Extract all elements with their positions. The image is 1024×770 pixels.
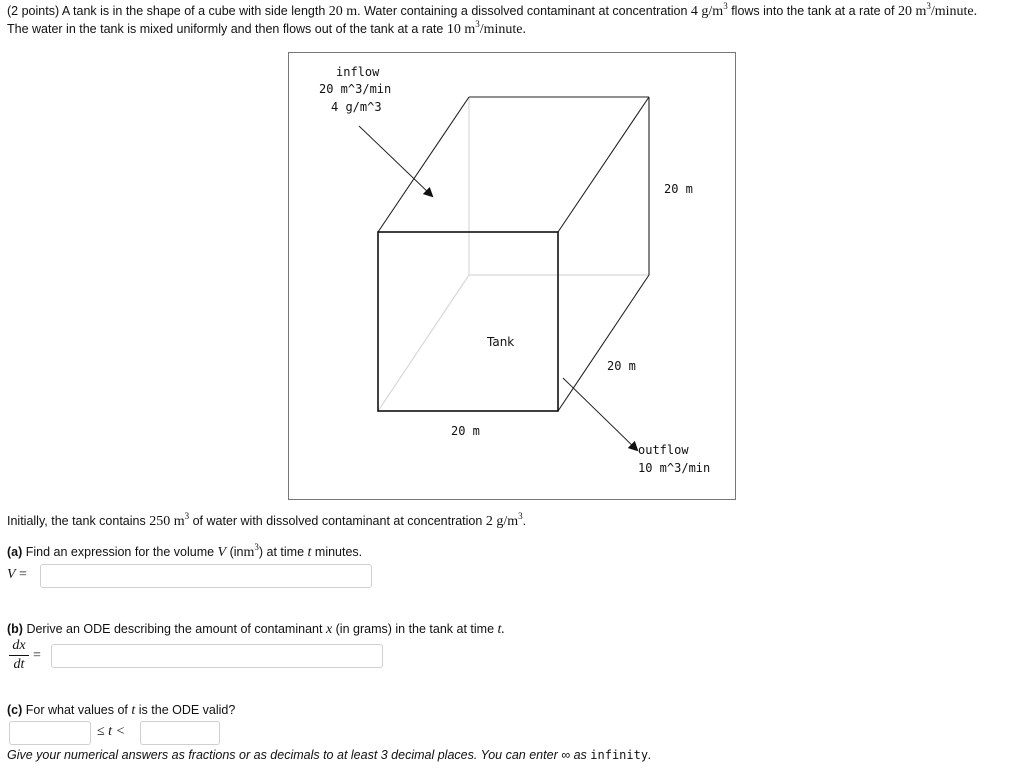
part-b-prompt: (b) Derive an ODE describing the amount of contaminant x (in grams) in the tank at time t. — [7, 622, 505, 637]
dx-dt-fraction: dx dt — [9, 638, 29, 673]
ode-answer-input[interactable] — [51, 644, 383, 668]
part-a-lhs: V = — [7, 567, 27, 582]
t-upper-bound-input[interactable] — [140, 721, 220, 745]
outflow-arrow — [563, 378, 637, 450]
cube-front-face — [378, 232, 558, 411]
problem-statement-line1: (2 points) A tank is in the shape of a cube with side length 20 m. Water containing a dissolved contaminant at concentration 4 $g/m^3$ flows into the tank at a rate of 20 $m^3$/minute. — [7, 1, 978, 19]
t-lower-bound-input[interactable] — [9, 721, 91, 745]
initial-condition: Initially, the tank contains 250 $m^3$ of water with dissolved contaminant at concentration 2 $g/m^3$. — [7, 511, 527, 529]
outflow-label: outflow — [638, 443, 689, 457]
infinity-keyword: infinity — [590, 748, 649, 762]
tank-diagram — [288, 52, 736, 500]
inflow-conc-label: 4 g/m^3 — [331, 100, 382, 114]
part-b-equals: = — [33, 648, 41, 663]
inflow-arrow — [359, 126, 432, 196]
side-label-bottom: 20 m — [451, 424, 480, 438]
inflow-rate-label: 20 m^3/min — [319, 82, 392, 96]
side-label-right: 20 m — [607, 359, 636, 373]
side-label-top-right: 20 m — [664, 182, 693, 196]
inequality-text: ≤ t < — [97, 724, 126, 739]
points-label: (2 points) — [7, 4, 60, 18]
volume-answer-input[interactable] — [40, 564, 372, 588]
problem-statement-line2: The water in the tank is mixed uniformly and then flows out of the tank at a rate 10 $m^3$/minute. — [7, 19, 526, 37]
part-c-prompt: (c) For what values of t is the ODE valid? — [7, 703, 236, 718]
footer-instructions: Give your numerical answers as fractions or as decimals to at least 3 decimal places. You can enter ∞ as infinity. — [7, 748, 652, 762]
part-a-prompt: (a) Find an expression for the volume V (inm$^3$) at time t minutes. — [7, 542, 363, 560]
side-length: 20 m — [328, 4, 358, 19]
tank-svg — [289, 53, 735, 499]
tank-label: Tank — [487, 335, 515, 349]
outflow-rate-label: 10 m^3/min — [638, 461, 711, 475]
inflow-label: inflow — [336, 65, 380, 79]
